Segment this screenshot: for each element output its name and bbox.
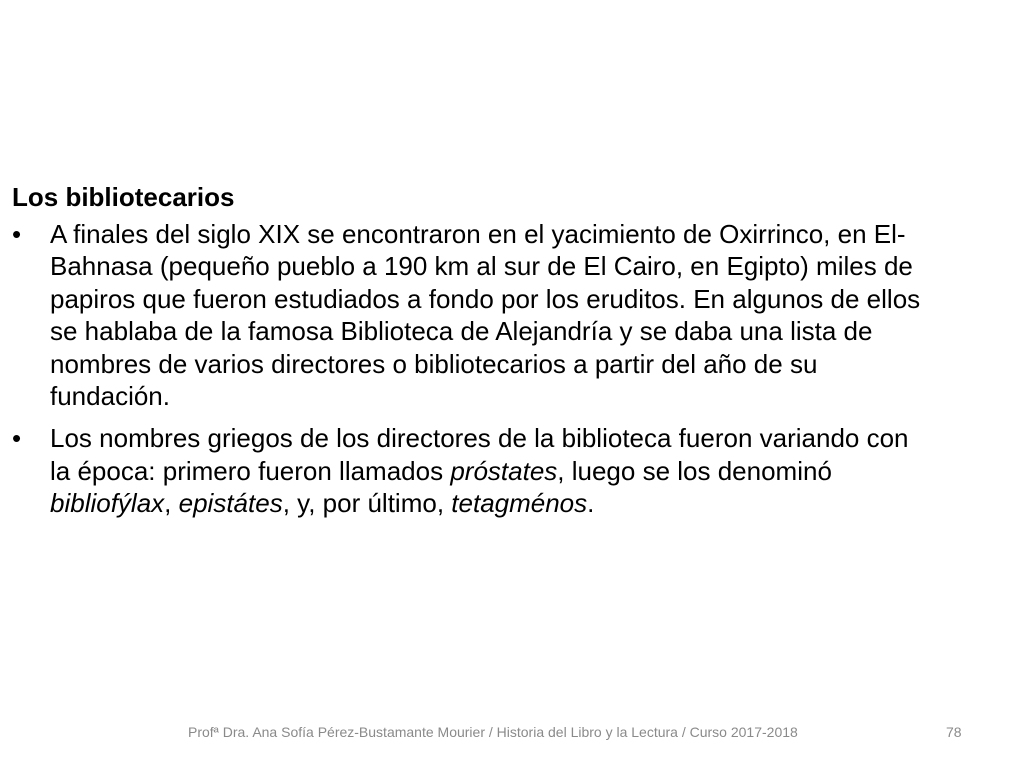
page-number: 78 <box>946 724 962 740</box>
slide-footer <box>0 724 1024 746</box>
bullet-text <box>50 423 909 518</box>
bullet-text: A finales del siglo XIX se encontraron en el yacimiento de Oxirrinco, en El-Bahnasa (pequeño pueblo a 190 km al sur de El Cairo, en Egipto) miles de papiros que fueron estudiados a fondo por los eruditos. En algunos de ellos se hablaba de la famosa Biblioteca de Alejandría y se daba una lista de nombres de varios directores o bibliotecarios a partir del año de su fundación. <box>50 219 921 412</box>
greek-term-tetagmenos: tetagménos <box>451 488 588 519</box>
bullet-item <box>12 218 932 412</box>
greek-term-epistates: epistátes <box>178 488 283 519</box>
bullet-marker: • <box>12 219 22 249</box>
bullet-marker: • <box>12 423 22 454</box>
footer-credit: Profª Dra. Ana Sofía Pérez-Bustamante Mourier / Historia del Libro y la Lectura / Curso 2017-2018 <box>188 724 798 740</box>
slide-content <box>12 180 932 530</box>
slide-heading: Los bibliotecarios <box>12 182 235 212</box>
text-segment: , <box>164 488 179 519</box>
text-segment: . <box>587 488 595 519</box>
greek-term-bibliofylax: bibliofýlax <box>50 488 165 519</box>
text-segment: Los nombres griegos de los directores de la biblioteca fueron variando con la época: primero fueron llamados <box>50 423 909 486</box>
bullet-item <box>12 422 932 519</box>
text-segment: , luego se los denominó <box>557 455 832 486</box>
text-segment: , y, por último, <box>282 488 452 519</box>
greek-term-prostates: próstates <box>450 455 558 486</box>
